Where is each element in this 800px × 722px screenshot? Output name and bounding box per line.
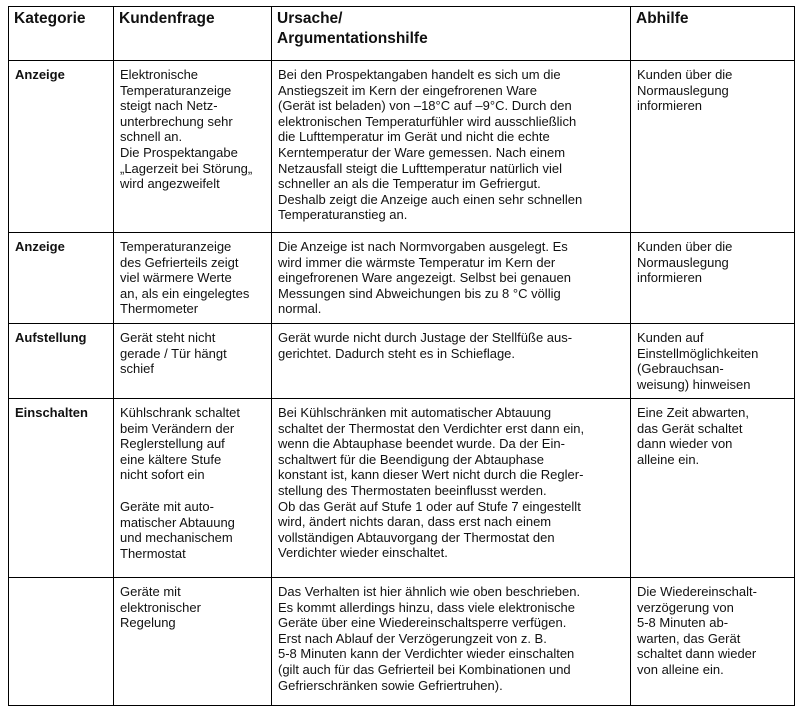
text-line: informieren bbox=[637, 270, 703, 286]
header-kategorie: Kategorie bbox=[9, 7, 114, 61]
text-line: informieren bbox=[637, 98, 703, 114]
text-line: unterbrechung sehr bbox=[120, 113, 233, 129]
text-line: Elektronische bbox=[120, 67, 199, 82]
text-line: Netzausfall steigt die Lufttemperatur natürlich viel bbox=[278, 160, 562, 176]
text-line: Die Wiedereinschalt- bbox=[637, 584, 757, 599]
text-line: Einstellmöglichkeiten bbox=[637, 345, 759, 361]
text-line: des Gefrierteils zeigt bbox=[120, 254, 239, 270]
text-line: elektronischer bbox=[120, 599, 201, 615]
table-header-row bbox=[9, 7, 795, 61]
text-line: Kunden über die bbox=[637, 67, 733, 82]
text-line: von alleine ein. bbox=[637, 661, 724, 677]
text-line: eine kältere Stufe bbox=[120, 451, 222, 467]
text-line: dann wieder von bbox=[637, 436, 733, 452]
cell-ursache bbox=[272, 233, 631, 324]
text-line: Es kommt allerdings hinzu, dass viele elektronische bbox=[278, 599, 575, 615]
text-line: Anstiegszeit im Kern der eingefrorenen Ware bbox=[278, 82, 537, 98]
text-line: normal. bbox=[278, 301, 322, 317]
text-line: Kerntemperatur der Ware gemessen. Nach einem bbox=[278, 144, 566, 160]
text-line: Die Prospektangabe bbox=[120, 144, 238, 160]
text-line: schaltwert für die Beendigung der Abtauphase bbox=[278, 451, 544, 467]
header-ursache-line-2: Argumentationshilfe bbox=[277, 30, 428, 47]
text-line: Normauslegung bbox=[637, 254, 729, 270]
text-line: steigt nach Netz- bbox=[120, 98, 218, 114]
text-line: Geräte mit bbox=[120, 584, 181, 599]
troubleshooting-table bbox=[8, 6, 795, 706]
text-line: Thermometer bbox=[120, 301, 199, 317]
text-line: wird angezweifelt bbox=[120, 176, 220, 192]
text-line: 5-8 Minuten kann der Verdichter wieder einschalten bbox=[278, 646, 575, 662]
cell-ursache bbox=[272, 324, 631, 399]
cell-kategorie bbox=[9, 578, 114, 706]
text-line: Reglerstellung auf bbox=[120, 436, 225, 452]
text-line: Das Verhalten ist hier ähnlich wie oben beschrieben. bbox=[278, 584, 581, 599]
cell-kundenfrage bbox=[114, 233, 272, 324]
text-line: Erst nach Ablauf der Verzögerungzeit von z. B. bbox=[278, 630, 547, 646]
text-line: Deshalb zeigt die Anzeige auch einen sehr schnellen bbox=[278, 191, 583, 207]
text-line: verzögerung von bbox=[637, 599, 734, 615]
text-line: schaltet der Thermostat den Verdichter erst dann ein, bbox=[278, 420, 585, 436]
table-row bbox=[9, 399, 795, 578]
text-line: das Gerät schaltet bbox=[637, 420, 743, 436]
table-row bbox=[9, 324, 795, 399]
text-line: Thermostat bbox=[120, 545, 186, 561]
text-line: wenn die Abtauphase beendet wurde. Da der Ein- bbox=[278, 436, 565, 452]
text-line: schief bbox=[120, 361, 154, 377]
text-line: Eine Zeit abwarten, bbox=[637, 405, 750, 420]
text-line: vollständigen Abtauvorgang der Thermostat den bbox=[278, 529, 555, 545]
text-line: und mechanischem bbox=[120, 530, 233, 546]
text-line: eingefrorenen Ware angezeigt. Selbst bei genauen bbox=[278, 270, 571, 286]
table-row bbox=[9, 578, 795, 706]
text-line: Die Anzeige ist nach Normvorgaben ausgelegt. Es bbox=[278, 239, 568, 254]
text-line: Kunden auf bbox=[637, 330, 704, 345]
text-line: gerichtet. Dadurch steht es in Schieflage. bbox=[278, 345, 516, 361]
text-line: (Gerät ist beladen) von –18°C auf –9°C. Durch den bbox=[278, 98, 572, 114]
text-line: wird, ändert nichts daran, dass erst nach einem bbox=[278, 514, 552, 530]
cell-ursache bbox=[272, 578, 631, 706]
cell-abhilfe bbox=[631, 61, 795, 233]
cell-ursache bbox=[272, 61, 631, 233]
cell-kategorie: Einschalten bbox=[9, 399, 114, 578]
cell-kundenfrage bbox=[114, 578, 272, 706]
text-line: Messungen sind Abweichungen bis zu 8 °C völlig bbox=[278, 285, 561, 301]
cell-abhilfe bbox=[631, 324, 795, 399]
spacer bbox=[120, 483, 265, 499]
text-line: schaltet dann wieder bbox=[637, 646, 757, 662]
cell-abhilfe bbox=[631, 233, 795, 324]
text-line: warten, das Gerät bbox=[637, 630, 741, 646]
text-line: „Lagerzeit bei Störung„ bbox=[120, 160, 253, 176]
text-line: Gerät wurde nicht durch Justage der Stellfüße aus- bbox=[278, 330, 573, 345]
cell-kategorie: Anzeige bbox=[9, 61, 114, 233]
table-row bbox=[9, 233, 795, 324]
text-line: alleine ein. bbox=[637, 451, 700, 467]
text-line: 5-8 Minuten ab- bbox=[637, 615, 729, 631]
text-line: Temperaturanstieg an. bbox=[278, 207, 408, 223]
header-abhilfe: Abhilfe bbox=[631, 7, 795, 61]
text-line: Gerät steht nicht bbox=[120, 330, 216, 345]
troubleshooting-table-container bbox=[8, 6, 794, 706]
text-line: Ob das Gerät auf Stufe 1 oder auf Stufe 7 eingestellt bbox=[278, 498, 581, 514]
text-line: gerade / Tür hängt bbox=[120, 345, 227, 361]
text-line: stellung des Thermostaten beeinflusst werden. bbox=[278, 482, 547, 498]
cell-abhilfe bbox=[631, 578, 795, 706]
cell-kundenfrage bbox=[114, 399, 272, 578]
cell-kundenfrage bbox=[114, 324, 272, 399]
text-line: Kühlschrank schaltet bbox=[120, 405, 240, 420]
cell-ursache bbox=[272, 399, 631, 578]
text-line: Regelung bbox=[120, 615, 176, 631]
cell-kundenfrage bbox=[114, 61, 272, 233]
table-row bbox=[9, 61, 795, 233]
text-line: (Gebrauchsan- bbox=[637, 361, 724, 377]
text-line: elektronischen Temperaturfühler wird ausschließlich bbox=[278, 113, 577, 129]
header-ursache bbox=[272, 7, 631, 61]
text-line: Bei Kühlschränken mit automatischer Abtauung bbox=[278, 405, 552, 420]
text-line: viel wärmere Werte bbox=[120, 270, 232, 286]
cell-kategorie: Anzeige bbox=[9, 233, 114, 324]
cell-abhilfe bbox=[631, 399, 795, 578]
text-line: Kunden über die bbox=[637, 239, 733, 254]
text-line: nicht sofort ein bbox=[120, 467, 205, 483]
text-line: schnell an. bbox=[120, 129, 183, 145]
header-ursache-line-1: Ursache/ bbox=[277, 10, 343, 27]
cell-kategorie: Aufstellung bbox=[9, 324, 114, 399]
text-line: matischer Abtauung bbox=[120, 514, 235, 530]
text-line: Verdichter wieder einschaltet. bbox=[278, 545, 448, 561]
text-line: Geräte über eine Wiedereinschaltsperre verfügen. bbox=[278, 615, 567, 631]
text-line: beim Verändern der bbox=[120, 420, 235, 436]
text-line: wird immer die wärmste Temperatur im Kern der bbox=[278, 254, 556, 270]
text-line: Geräte mit auto- bbox=[120, 498, 214, 514]
text-line: Temperaturanzeige bbox=[120, 239, 232, 254]
header-kundenfrage: Kundenfrage bbox=[114, 7, 272, 61]
text-line: Normauslegung bbox=[637, 82, 729, 98]
text-line: an, als ein eingelegtes bbox=[120, 285, 250, 301]
text-line: weisung) hinweisen bbox=[637, 376, 751, 392]
text-line: schneller an als die Temperatur im Gefriergut. bbox=[278, 176, 541, 192]
text-line: Gefrierschränken sowie Gefriertruhen). bbox=[278, 677, 503, 693]
text-line: konstant ist, kann dieser Wert nicht durch die Regler- bbox=[278, 467, 584, 483]
text-line: die Lufttemperatur im Gerät und nicht die echte bbox=[278, 129, 550, 145]
text-line: Temperaturanzeige bbox=[120, 82, 232, 98]
text-line: Bei den Prospektangaben handelt es sich um die bbox=[278, 67, 561, 82]
text-line: (gilt auch für das Gefrierteil bei Kombinationen und bbox=[278, 661, 571, 677]
